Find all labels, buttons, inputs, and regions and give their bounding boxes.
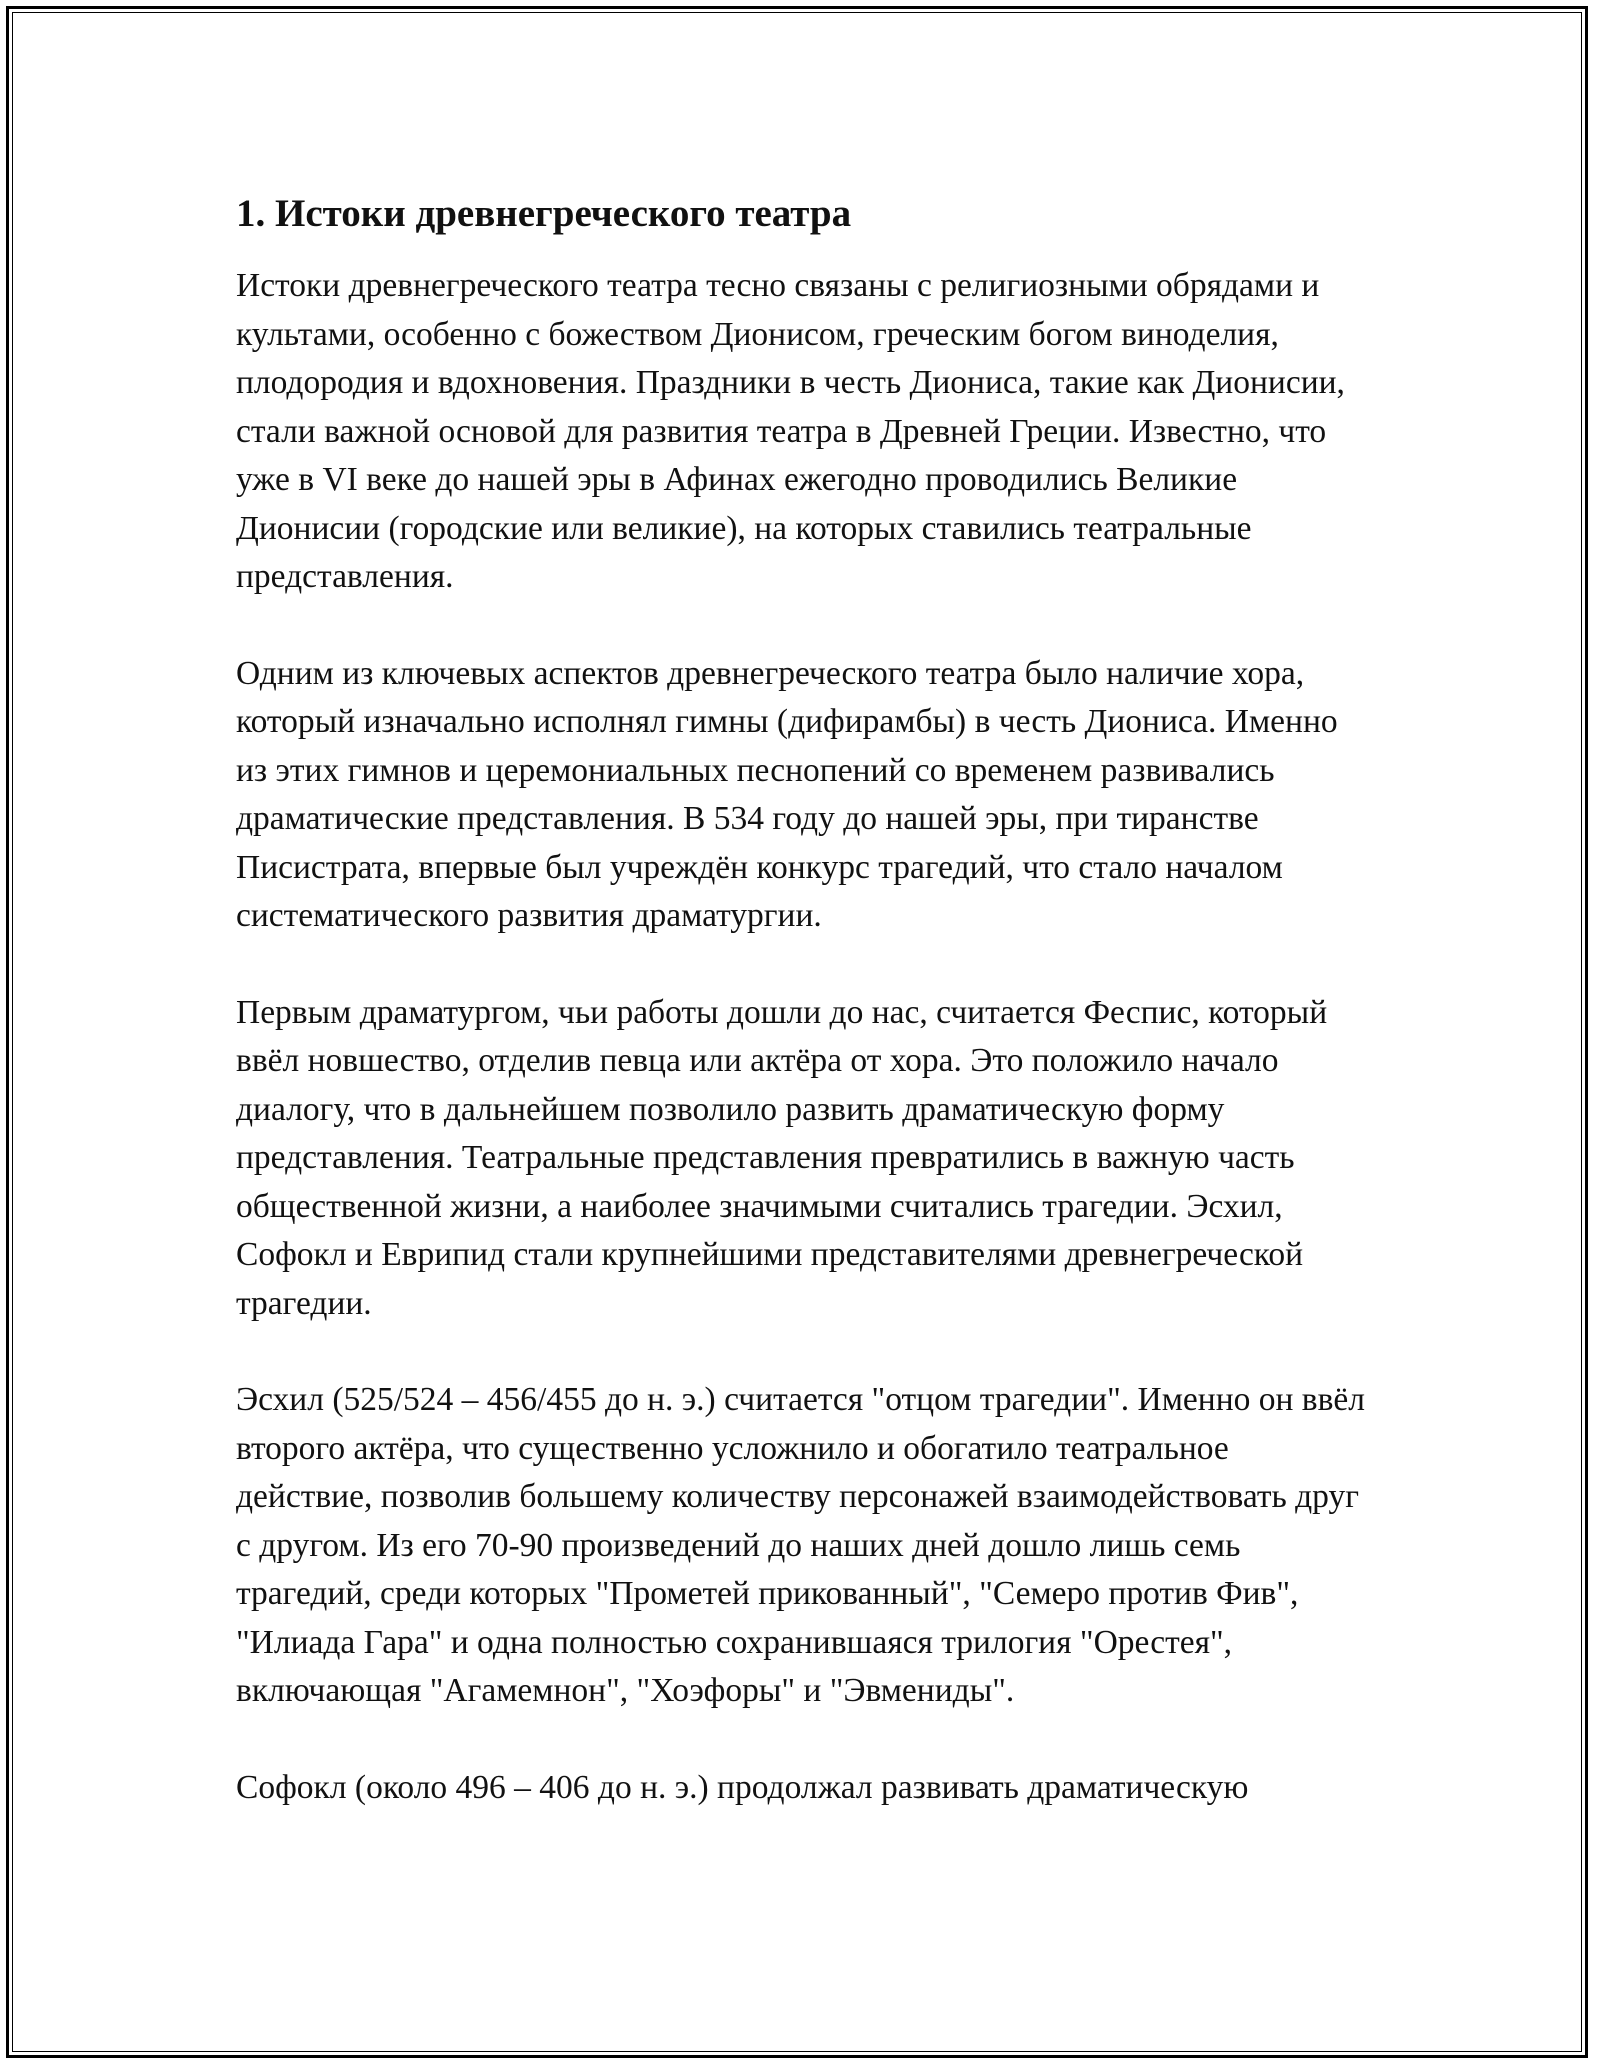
paragraph-chorus: Одним из ключевых аспектов древнегреческого театра было наличие хора, который изначально исполнял гимны (дифирамбы) в честь Диониса. Именно из этих гимнов и церемониальных песнопений со временем развивались драматические представления. В 534 году до нашей эры, при тиранстве Писистрата, впервые был учреждён конкурс трагедий, что стало началом систематического развития драматургии.: [236, 654, 1338, 934]
paragraph-aeschylus: Эсхил (525/524 – 456/455 до н. э.) считается "отцом трагедии". Именно он ввёл второго актёра, что существенно усложнило и обогатило театральное действие, позволив большему количеству персонажей взаимодействовать друг с другом. Из его 70-90 произведений до наших дней дошло лишь семь трагедий, среди которых "Прометей прикованный", "Семеро против Фив", "Илиада Гара" и одна полностью сохранившаяся трилогия "Орестея", включающая "Агамемнон", "Хоэфоры" и "Эвмениды".: [236, 1381, 1366, 1709]
section-heading: 1. Истоки древнегреческого театра: [236, 192, 852, 235]
paragraph-thespis: Первым драматургом, чьи работы дошли до нас, считается Феспис, который ввёл новшество, отделив певца или актёра от хора. Это положило начало диалогу, что в дальнейшем позволило развить драматическую форму представления. Театральные представления превратились в важную часть общественной жизни, а наиболее значимыми считались трагедии. Эсхил, Софокл и Еврипид стали крупнейшими представителями древнегреческой трагедии.: [236, 993, 1328, 1322]
paragraph-sophocles: Софокл (около 496 – 406 до н. э.) продолжал развивать драматическую: [236, 1768, 1249, 1806]
paragraph-origins: Истоки древнегреческого театра тесно связаны с религиозными обрядами и культами, особенно с божеством Дионисом, греческим богом виноделия, плодородия и вдохновения. Праздники в честь Диониса, такие как Дионисии, стали важной основой для развития театра в Древней Греции. Известно, что уже в VI веке до нашей эры в Афинах ежегодно проводились Великие Дионисии (городские или великие), на которых ставились театральные представления.: [236, 267, 1345, 595]
document-body: [236, 189, 1366, 1860]
